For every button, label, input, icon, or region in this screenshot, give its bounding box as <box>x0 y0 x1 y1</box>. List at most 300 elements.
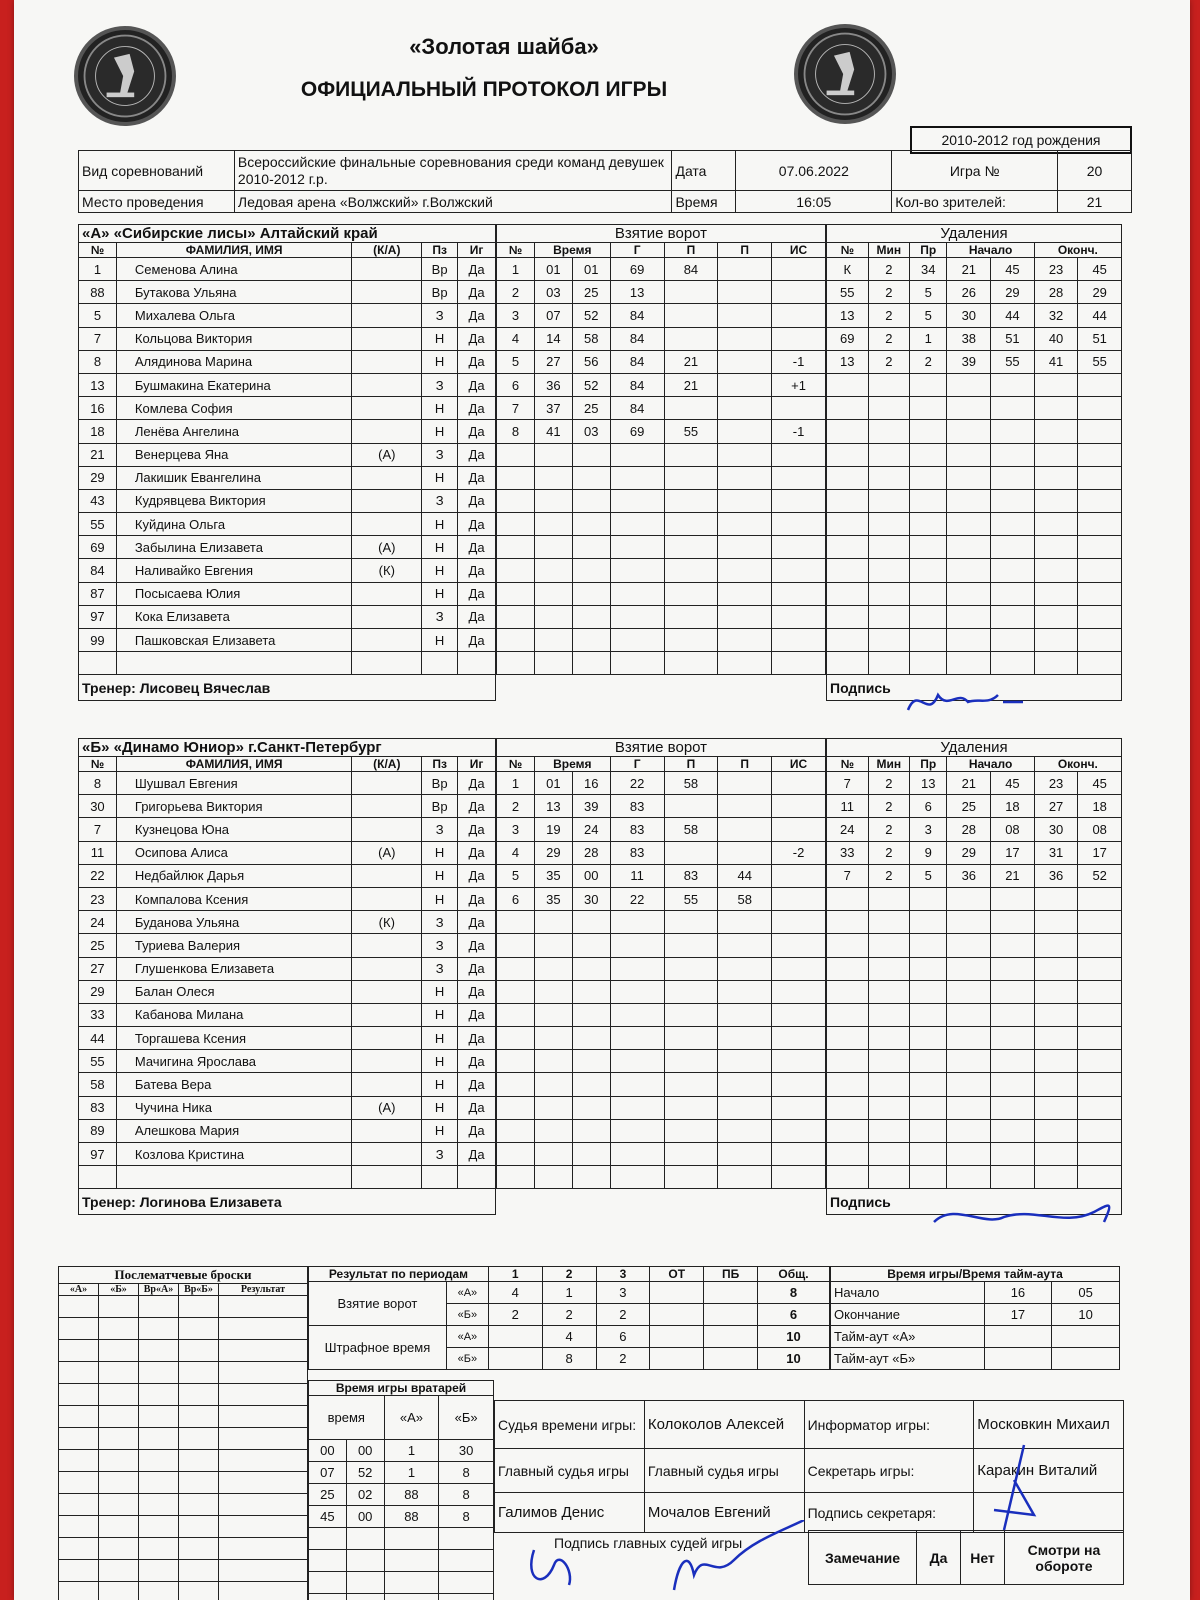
pen-end-sec <box>1078 629 1122 652</box>
pen-player <box>827 373 869 396</box>
pen-minutes: 2 <box>868 795 910 818</box>
goal-scorer <box>610 513 664 536</box>
goal-assist-2 <box>718 605 772 628</box>
goal-assist-2 <box>718 772 772 795</box>
teamA-penalties-table <box>826 224 1122 701</box>
pen-end-sec <box>1078 957 1122 980</box>
pen-start-min <box>947 489 991 512</box>
player-number: 83 <box>79 1096 117 1119</box>
table-row <box>827 1096 1122 1119</box>
goal-number: 4 <box>497 327 535 350</box>
goal-assist-2: 58 <box>718 887 772 910</box>
table-row <box>497 629 826 652</box>
player-position: Н <box>422 1119 458 1142</box>
player-played: Да <box>458 1050 496 1073</box>
pen-start-sec <box>991 1003 1035 1026</box>
pen-reason <box>910 629 947 652</box>
venue-value: Ледовая арена «Волжский» г.Волжский <box>234 191 672 213</box>
goalie-a: 1 <box>384 1462 439 1484</box>
goal-assist-1 <box>664 397 718 420</box>
spectators-value: 21 <box>1058 191 1132 213</box>
goalie-b: 8 <box>439 1484 494 1506</box>
table-row <box>497 513 826 536</box>
player-played: Да <box>458 934 496 957</box>
golden-puck-logo-right <box>794 24 896 124</box>
player-name: Михалева Ольга <box>116 304 352 327</box>
protocol-title: ОФИЦИАЛЬНЫЙ ПРОТОКОЛ ИГРЫ <box>300 78 668 101</box>
table-row <box>79 397 496 420</box>
pen-end-sec <box>1078 1027 1122 1050</box>
goal-number <box>497 980 535 1003</box>
player-role <box>352 1003 422 1026</box>
pen-end-sec: 18 <box>1078 795 1122 818</box>
pen-start-min <box>947 980 991 1003</box>
goalie-b: 8 <box>439 1506 494 1528</box>
pen-minutes <box>868 1050 910 1073</box>
competition-label: Вид соревнований <box>79 151 235 191</box>
player-played: Да <box>458 605 496 628</box>
pen-player <box>827 443 869 466</box>
pen-end-sec <box>1078 559 1122 582</box>
player-role <box>352 1119 422 1142</box>
goal-minute <box>534 629 572 652</box>
table-row <box>827 1027 1122 1050</box>
goal-assist-1 <box>664 304 718 327</box>
timekeeper-label: Судья времени игры: <box>495 1401 645 1449</box>
pen-start-min <box>947 373 991 396</box>
pen-end-min: 36 <box>1034 864 1078 887</box>
goalie-b <box>439 1528 494 1550</box>
goal-scorer <box>610 582 664 605</box>
goal-number: 6 <box>497 373 535 396</box>
goal-number <box>497 1003 535 1026</box>
goal-minute <box>534 1166 572 1189</box>
pen-start-sec: 45 <box>991 258 1035 281</box>
player-name: Бутакова Ульяна <box>116 281 352 304</box>
pen-start-sec: 21 <box>991 864 1035 887</box>
player-played: Да <box>458 795 496 818</box>
table-row <box>827 513 1122 536</box>
goal-scorer <box>610 1073 664 1096</box>
teamB-team-title: «Б» «Динамо Юниор» г.Санкт-Петербург <box>79 739 496 757</box>
table-row <box>827 818 1122 841</box>
end-label: Окончание <box>831 1304 985 1326</box>
player-position: Вр <box>422 772 458 795</box>
goal-number: 5 <box>497 864 535 887</box>
goal-assist-1 <box>664 1166 718 1189</box>
goal-second <box>572 466 610 489</box>
goal-second: 39 <box>572 795 610 818</box>
pen-player <box>827 605 869 628</box>
table-row <box>497 559 826 582</box>
goal-assist-1 <box>664 466 718 489</box>
player-name: Куйдина Ольга <box>116 513 352 536</box>
pen-minutes: 2 <box>868 864 910 887</box>
player-name: Кудрявцева Виктория <box>116 489 352 512</box>
table-row <box>79 887 496 910</box>
goal-assist-1 <box>664 1050 718 1073</box>
pen-player <box>827 1027 869 1050</box>
goal-strength: -1 <box>772 350 826 373</box>
goal-strength <box>772 605 826 628</box>
pen-end-min <box>1034 1027 1078 1050</box>
player-position: Н <box>422 1027 458 1050</box>
pen-end-sec <box>1078 420 1122 443</box>
pen-start-min <box>947 559 991 582</box>
table-row <box>309 1282 830 1304</box>
player-name <box>116 652 352 675</box>
shootout-table <box>58 1266 308 1600</box>
goal-second <box>572 629 610 652</box>
table-row <box>497 420 826 443</box>
player-position: Н <box>422 841 458 864</box>
goal-strength <box>772 582 826 605</box>
pen-start-min <box>947 1073 991 1096</box>
pen-start-min <box>947 420 991 443</box>
goal-strength: -1 <box>772 420 826 443</box>
teamB-penalties-title: Удаления <box>827 739 1122 757</box>
goal-col-assist1: П <box>664 757 718 772</box>
goal-number <box>497 1119 535 1142</box>
player-name: Бушмакина Екатерина <box>116 373 352 396</box>
goal-second: 28 <box>572 841 610 864</box>
player-number: 8 <box>79 772 117 795</box>
pen-minutes <box>868 397 910 420</box>
pen-reason <box>910 397 947 420</box>
goal-second: 00 <box>572 864 610 887</box>
goal-second <box>572 980 610 1003</box>
main-referee-label-1: Главный судья игры <box>495 1449 645 1493</box>
table-row <box>79 350 496 373</box>
pen-reason: 9 <box>910 841 947 864</box>
pen-end-min <box>1034 980 1078 1003</box>
player-position: З <box>422 934 458 957</box>
player-position: З <box>422 304 458 327</box>
goal-scorer: 84 <box>610 304 664 327</box>
goal-number <box>497 582 535 605</box>
pen-end-min: 32 <box>1034 304 1078 327</box>
pen-player <box>827 489 869 512</box>
player-role <box>352 629 422 652</box>
teamA-col-num: № <box>79 243 117 258</box>
goal-number: 3 <box>497 818 535 841</box>
pen-end-sec <box>1078 443 1122 466</box>
player-played: Да <box>458 489 496 512</box>
pen-end-min: 41 <box>1034 350 1078 373</box>
goal-number <box>497 536 535 559</box>
pen-minutes: 2 <box>868 818 910 841</box>
pen-start-sec <box>991 420 1035 443</box>
goal-assist-2 <box>718 559 772 582</box>
player-role <box>352 980 422 1003</box>
player-number: 29 <box>79 980 117 1003</box>
goal-scorer: 11 <box>610 864 664 887</box>
goal-assist-1 <box>664 629 718 652</box>
pen-end-sec <box>1078 1096 1122 1119</box>
goalie-col-a: «А» <box>384 1396 439 1440</box>
pen-minutes: 2 <box>868 327 910 350</box>
player-position: Н <box>422 559 458 582</box>
pen-player <box>827 397 869 420</box>
goal-col-assist2: П <box>718 243 772 258</box>
period-penalty-label: Штрафное время <box>309 1326 447 1370</box>
table-row <box>59 1472 308 1494</box>
table-row <box>79 327 496 350</box>
table-row <box>79 1143 496 1166</box>
referee-1-name: Галимов Денис <box>495 1493 645 1533</box>
goal-scorer: 69 <box>610 420 664 443</box>
goal-assist-1 <box>664 443 718 466</box>
period-penalty-value: 8 <box>542 1348 596 1370</box>
player-name: Пашковская Елизавета <box>116 629 352 652</box>
player-played: Да <box>458 864 496 887</box>
teamB-col-name: ФАМИЛИЯ, ИМЯ <box>116 757 352 772</box>
table-row <box>79 1119 496 1142</box>
pen-end-sec: 45 <box>1078 772 1122 795</box>
player-role: (А) <box>352 841 422 864</box>
pen-start-sec <box>991 980 1035 1003</box>
goal-assist-2 <box>718 397 772 420</box>
player-number <box>79 652 117 675</box>
goal-minute <box>534 934 572 957</box>
start-hour: 16 <box>984 1282 1052 1304</box>
pen-start-sec <box>991 934 1035 957</box>
period-goals-value <box>704 1282 758 1304</box>
pen-end-sec <box>1078 397 1122 420</box>
timekeeper-name: Колоколов Алексей <box>644 1401 804 1449</box>
pen-minutes <box>868 489 910 512</box>
goal-minute: 19 <box>534 818 572 841</box>
player-played: Да <box>458 443 496 466</box>
pen-col-end: Оконч. <box>1034 757 1121 772</box>
table-row <box>827 887 1122 910</box>
goal-assist-1 <box>664 1003 718 1026</box>
player-role <box>352 795 422 818</box>
period-penalty-value <box>650 1326 704 1348</box>
goal-strength <box>772 304 826 327</box>
player-position: Н <box>422 420 458 443</box>
pen-end-min <box>1034 397 1078 420</box>
pen-col-start: Начало <box>947 757 1034 772</box>
pen-end-min: 30 <box>1034 818 1078 841</box>
goalie-minute: 07 <box>309 1462 347 1484</box>
period-penalty-value: 2 <box>596 1348 650 1370</box>
pen-start-min <box>947 443 991 466</box>
goal-number: 5 <box>497 350 535 373</box>
pen-minutes <box>868 629 910 652</box>
goal-strength <box>772 980 826 1003</box>
teamB-col-pos: Пз <box>422 757 458 772</box>
pen-minutes <box>868 373 910 396</box>
teamB-col-played: Иг <box>458 757 496 772</box>
pen-minutes: 2 <box>868 772 910 795</box>
goal-assist-2 <box>718 327 772 350</box>
pen-reason <box>910 1073 947 1096</box>
player-position: З <box>422 443 458 466</box>
pen-col-num: № <box>827 757 869 772</box>
goal-scorer <box>610 443 664 466</box>
referee-2-name: Мочалов Евгений <box>644 1493 804 1533</box>
goal-strength <box>772 818 826 841</box>
period-goals-value: 4 <box>488 1282 542 1304</box>
goal-second <box>572 1050 610 1073</box>
player-position: Н <box>422 629 458 652</box>
period-penalty-value <box>488 1326 542 1348</box>
table-row <box>309 1462 494 1484</box>
goal-number <box>497 1073 535 1096</box>
pen-end-min <box>1034 536 1078 559</box>
player-played: Да <box>458 1096 496 1119</box>
table-row <box>79 864 496 887</box>
player-played: Да <box>458 373 496 396</box>
goal-assist-2 <box>718 957 772 980</box>
table-row <box>79 489 496 512</box>
pen-end-min: 23 <box>1034 258 1078 281</box>
teamA-coach <box>79 675 496 701</box>
pen-minutes: 2 <box>868 258 910 281</box>
pen-end-sec <box>1078 513 1122 536</box>
pen-end-sec <box>1078 1050 1122 1073</box>
player-name: Козлова Кристина <box>116 1143 352 1166</box>
period-col-ot: ОТ <box>650 1267 704 1282</box>
player-position: З <box>422 605 458 628</box>
pen-reason <box>910 466 947 489</box>
pen-reason: 1 <box>910 327 947 350</box>
goal-second <box>572 1143 610 1166</box>
goal-strength <box>772 887 826 910</box>
goal-minute <box>534 911 572 934</box>
goal-scorer <box>610 1096 664 1119</box>
pen-start-sec <box>991 605 1035 628</box>
goalie-b: 30 <box>439 1440 494 1462</box>
goalie-b: 8 <box>439 1462 494 1484</box>
pen-player <box>827 466 869 489</box>
birth-years-label: 2010-2012 год рождения <box>910 126 1132 154</box>
table-row <box>827 281 1122 304</box>
pen-end-sec: 08 <box>1078 818 1122 841</box>
pen-start-sec <box>991 1073 1035 1096</box>
pen-col-reason: Пр <box>910 757 947 772</box>
table-row <box>79 772 496 795</box>
pen-end-min <box>1034 1119 1078 1142</box>
pen-end-min <box>1034 1096 1078 1119</box>
shootout-col-a: «А» <box>59 1284 99 1296</box>
goal-minute <box>534 443 572 466</box>
period-col-3: 3 <box>596 1267 650 1282</box>
pen-player <box>827 887 869 910</box>
player-position: Н <box>422 887 458 910</box>
pen-start-sec <box>991 1119 1035 1142</box>
start-minute: 05 <box>1052 1282 1120 1304</box>
pen-end-sec <box>1078 605 1122 628</box>
pen-reason <box>910 605 947 628</box>
table-row <box>497 980 826 1003</box>
pen-end-min <box>1034 489 1078 512</box>
period-penalty-value <box>488 1348 542 1370</box>
pen-start-min: 38 <box>947 327 991 350</box>
goal-assist-1: 21 <box>664 373 718 396</box>
goal-minute <box>534 1027 572 1050</box>
pen-minutes <box>868 1003 910 1026</box>
pen-minutes <box>868 980 910 1003</box>
main-referee-label-2: Главный судья игры <box>644 1449 804 1493</box>
player-name: Мачигина Ярослава <box>116 1050 352 1073</box>
table-row <box>79 795 496 818</box>
pen-minutes <box>868 1143 910 1166</box>
goal-number: 1 <box>497 772 535 795</box>
goal-second: 24 <box>572 818 610 841</box>
pen-reason: 6 <box>910 795 947 818</box>
goal-scorer <box>610 934 664 957</box>
table-row <box>79 1166 496 1189</box>
table-row <box>827 258 1122 281</box>
period-goals-value: 1 <box>542 1282 596 1304</box>
table-row <box>497 957 826 980</box>
pen-reason: 5 <box>910 304 947 327</box>
table-row <box>497 841 826 864</box>
table-row <box>827 841 1122 864</box>
player-role: (К) <box>352 911 422 934</box>
goal-col-assist1: П <box>664 243 718 258</box>
goal-assist-1: 58 <box>664 772 718 795</box>
player-number <box>79 1166 117 1189</box>
goal-second <box>572 513 610 536</box>
player-role <box>352 652 422 675</box>
goal-assist-1: 58 <box>664 818 718 841</box>
table-row <box>497 1003 826 1026</box>
pen-end-sec <box>1078 652 1122 675</box>
pen-start-min <box>947 1003 991 1026</box>
pen-start-min: 30 <box>947 304 991 327</box>
player-role <box>352 582 422 605</box>
pen-player <box>827 957 869 980</box>
goalie-minute <box>309 1572 347 1594</box>
pen-end-min <box>1034 1050 1078 1073</box>
table-row <box>309 1550 494 1572</box>
table-row <box>497 1096 826 1119</box>
pen-end-min <box>1034 582 1078 605</box>
pen-start-min <box>947 911 991 934</box>
pen-minutes <box>868 957 910 980</box>
goal-scorer: 84 <box>610 397 664 420</box>
goal-strength <box>772 513 826 536</box>
shootout-title: Послематчевые броски <box>59 1267 308 1284</box>
table-row <box>497 934 826 957</box>
table-row <box>827 582 1122 605</box>
goal-assist-2 <box>718 652 772 675</box>
goal-scorer: 69 <box>610 258 664 281</box>
pen-start-sec <box>991 397 1035 420</box>
remark-no: Нет <box>961 1531 1005 1585</box>
goalie-b <box>439 1550 494 1572</box>
table-row <box>79 582 496 605</box>
remark-yes: Да <box>917 1531 961 1585</box>
player-role <box>352 513 422 536</box>
goal-number <box>497 957 535 980</box>
goal-strength <box>772 327 826 350</box>
pen-start-min: 36 <box>947 864 991 887</box>
table-row <box>497 652 826 675</box>
goalie-minute: 45 <box>309 1506 347 1528</box>
goalie-minute <box>309 1550 347 1572</box>
goal-strength <box>772 1166 826 1189</box>
player-name: Семенова Алина <box>116 258 352 281</box>
pen-start-sec <box>991 373 1035 396</box>
table-row <box>827 1003 1122 1026</box>
pen-minutes <box>868 1073 910 1096</box>
player-number: 97 <box>79 605 117 628</box>
goal-scorer <box>610 1166 664 1189</box>
